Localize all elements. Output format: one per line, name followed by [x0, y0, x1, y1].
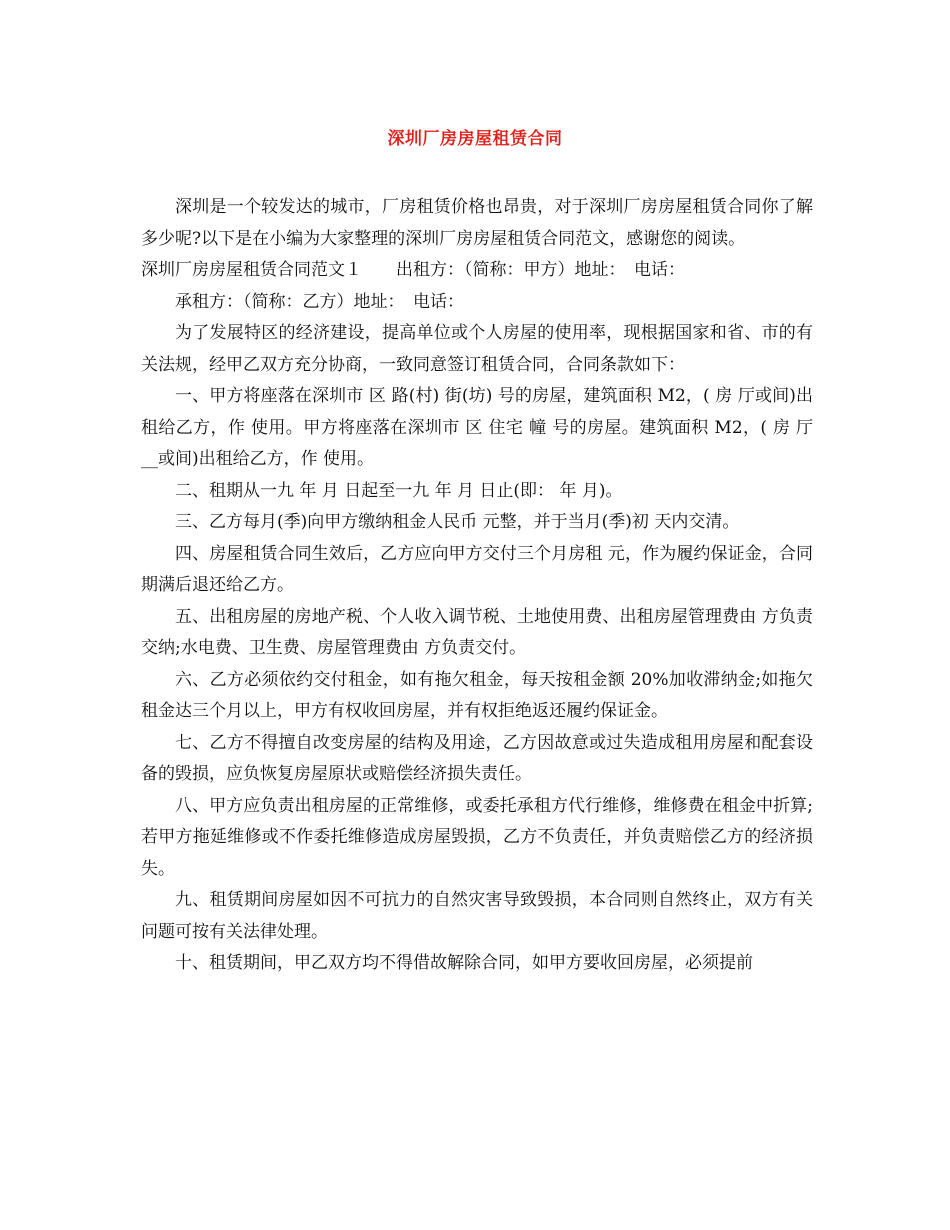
document-title: 深圳厂房房屋租赁合同	[387, 129, 563, 149]
clause-7: 七、乙方不得擅自改变房屋的结构及用途，乙方因故意或过失造成租用房屋和配套设备的毁损，应负恢复房屋原状或赔偿经济损失责任。	[141, 732, 813, 784]
clause-1: 一、甲方将座落在深圳市 区 路(村) 街(坊) 号的房屋，建筑面积 M2，( 房 厅或间)出租给乙方，作 使用。甲方将座落在深圳市 区 住宅 幢 号的房屋。建筑面积 M2，( 房 厅__或间)出租给乙方，作 使用。	[141, 386, 813, 469]
preamble-paragraph: 为了发展特区的经济建设，提高单位或个人房屋的使用率，现根据国家和省、市的有关法规，经甲乙双方充分协商，一致同意签订租赁合同，合同条款如下：	[141, 323, 813, 375]
clause-9: 九、租赁期间房屋如因不可抗力的自然灾害导致毁损，本合同则自然终止，双方有关问题可按有关法律处理。	[141, 890, 813, 942]
clause-8: 八、甲方应负责出租房屋的正常维修，或委托承租方代行维修，维修费在租金中折算;若甲方拖延维修或不作委托维修造成房屋毁损，乙方不负责任，并负责赔偿乙方的经济损失。	[141, 795, 813, 879]
lessee-line: 承租方：（简称：乙方）地址： 电话：	[175, 291, 464, 312]
document-body	[141, 192, 813, 980]
clause-2: 二、租期从一九 年 月 日起至一九 年 月 日止(即： 年 月)。	[175, 480, 623, 501]
clause-6: 六、乙方必须依约交付租金，如有拖欠租金，每天按租金额 20%加收滞纳金;如拖欠租金达三个月以上，甲方有权收回房屋，并有权拒绝返还履约保证金。	[141, 669, 813, 721]
clause-4: 四、房屋租赁合同生效后，乙方应向甲方交付三个月房租 元，作为履约保证金，合同期满后退还给乙方。	[141, 543, 813, 595]
clause-5: 五、出租房屋的房地产税、个人收入调节税、土地使用费、出租房屋管理费由 方负责交纳;水电费、卫生费、房屋管理费由 方负责交付。	[141, 606, 813, 658]
clause-10: 十、租赁期间，甲乙双方均不得借故解除合同，如甲方要收回房屋，必须提前	[175, 953, 753, 973]
contract-heading-line: 深圳厂房房屋租赁合同范文１ 出租方：（简称：甲方）地址： 电话：	[141, 260, 685, 280]
intro-paragraph: 深圳是一个较发达的城市，厂房租赁价格也昂贵，对于深圳厂房房屋租赁合同你了解多少呢?以下是在小编为大家整理的深圳厂房房屋租赁合同范文，感谢您的阅读。	[141, 197, 813, 249]
clause-3: 三、乙方每月(季)向甲方缴纳租金人民币 元整，并于当月(季)初 天内交清。	[175, 512, 740, 532]
